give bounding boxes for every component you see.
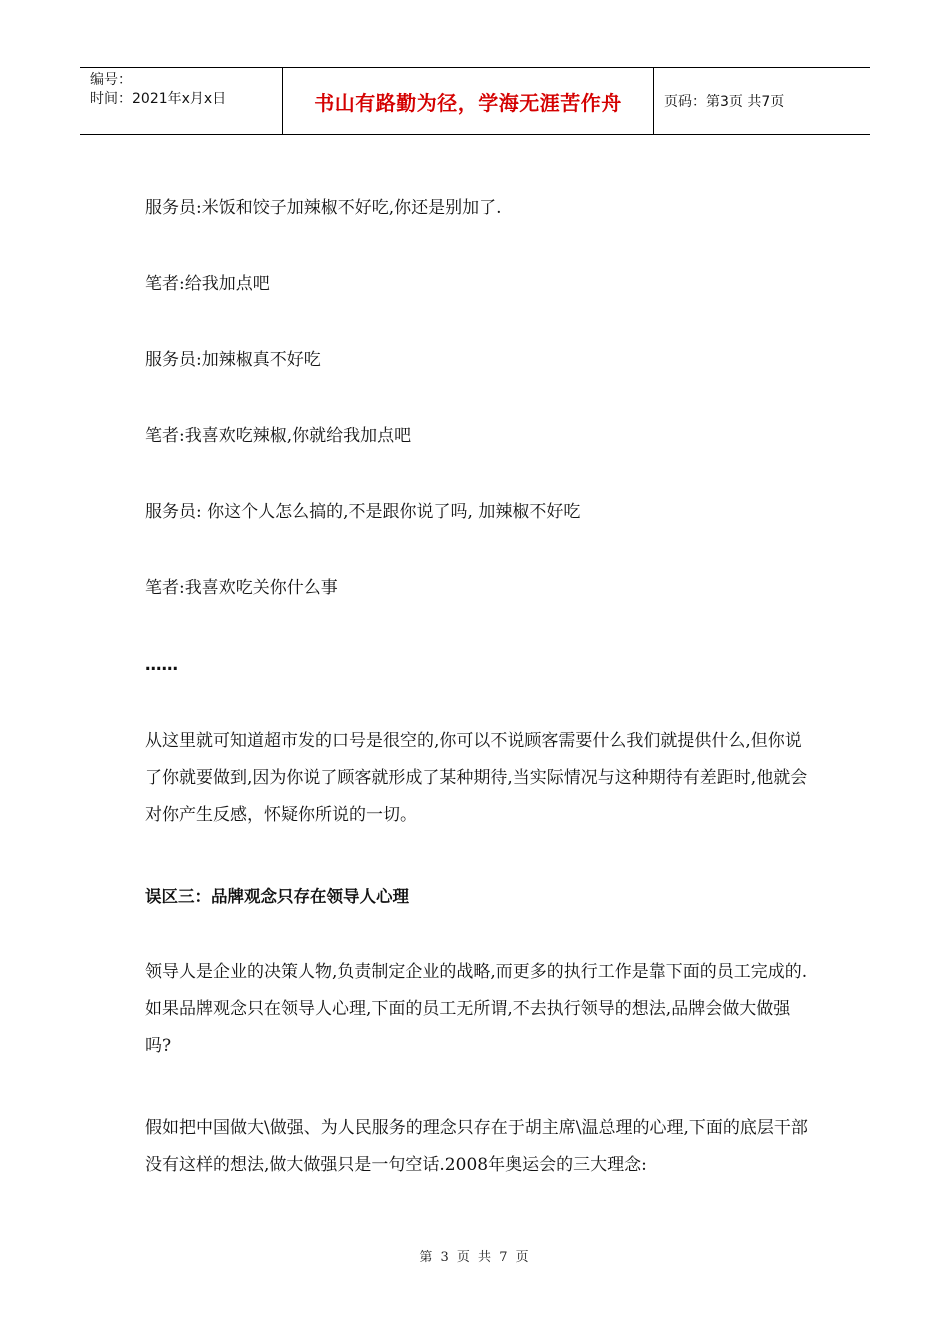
header-meta [80,68,282,134]
dialogue-line: 服务员:加辣椒真不好吃 [145,350,321,370]
body-paragraph: 从这里就可知道超市发的口号是很空的,你可以不说顾客需要什么我们就提供什么,但你说了你就要做到,因为你说了顾客就形成了某种期待,当实际情况与这种期待有差距时,他就会对你产生反感，怀疑你所说的一切。 [145,731,808,825]
dialogue-line: 服务员:米饭和饺子加辣椒不好吃,你还是别加了. [145,198,502,218]
body-paragraph: 假如把中国做大\做强、为人民服务的理念只存在于胡主席\温总理的心理,下面的底层干部没有这样的想法,做大做强只是一句空话.2008年奥运会的三大理念: [145,1118,808,1175]
header-page-info: 页码：第3页 共7页 [664,94,785,110]
page-footer: 第 3 页 共 7 页 [419,1250,531,1265]
time-label: 时间：2021年x月x日 [90,91,227,107]
dialogue-line: 笔者:我喜欢吃关你什么事 [145,578,338,598]
header-motto: 书山有路勤为径，学海无涯苦作舟 [282,68,654,134]
dialogue-line: 笔者:给我加点吧 [145,274,270,294]
section-heading: 误区三：品牌观念只存在领导人心理 [145,887,409,906]
ellipsis-line: …… [145,655,178,674]
body-paragraph: 领导人是企业的决策人物,负责制定企业的战略,而更多的执行工作是靠下面的员工完成的.如果品牌观念只在领导人心理,下面的员工无所谓,不去执行领导的想法,品牌会做大做强吗? [145,962,808,1056]
dialogue-line: 服务员: 你这个人怎么搞的,不是跟你说了吗, 加辣椒不好吃 [145,502,581,522]
dialogue-line: 笔者:我喜欢吃辣椒,你就给我加点吧 [145,426,412,446]
document-header [80,67,870,135]
number-label: 编号： [90,72,132,88]
